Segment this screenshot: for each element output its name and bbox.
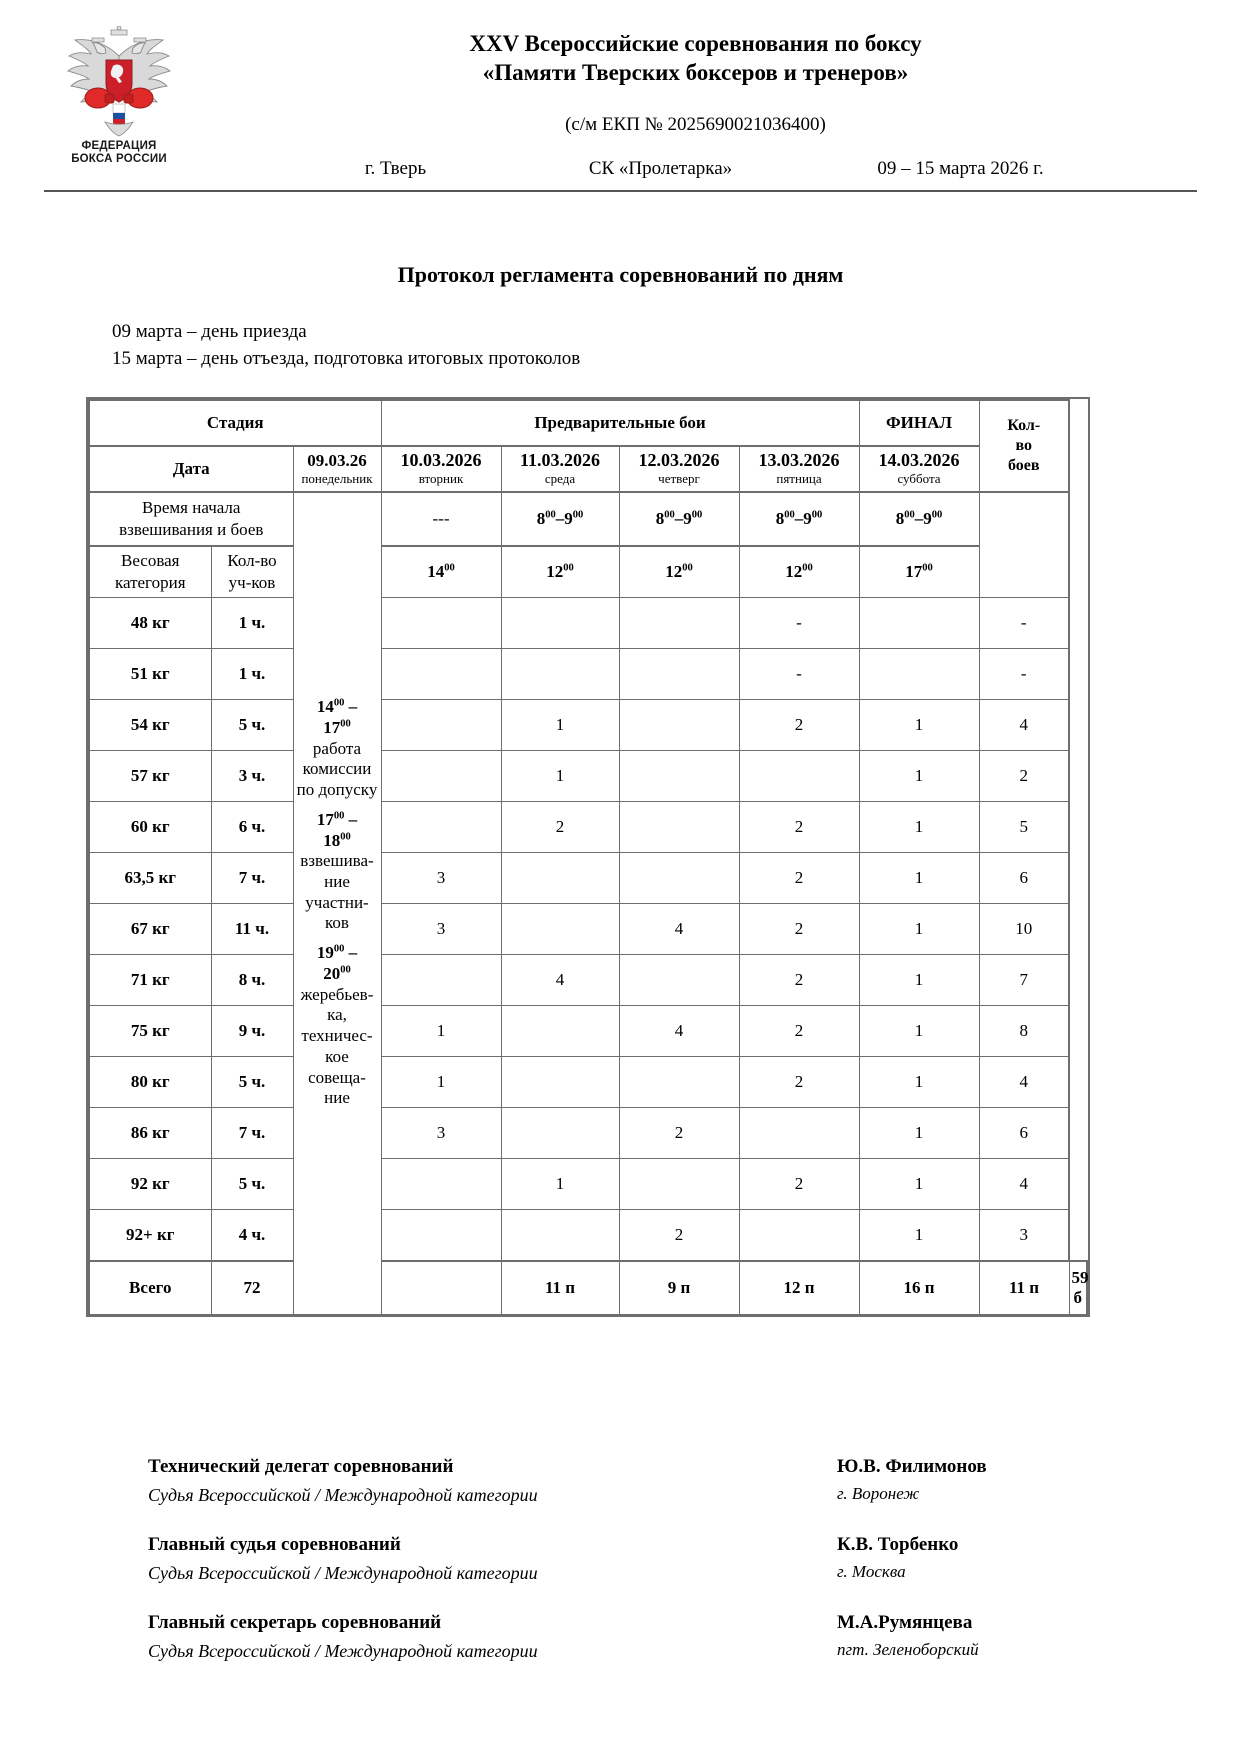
weight-category-header-line2: категория [114,572,186,592]
bouts-day-2-cell [501,1107,619,1158]
bouts-day-3-cell: 2 [619,1209,739,1261]
signature-city: пгт. Зеленоборский [837,1639,979,1659]
bouts-col-line2: во [1015,436,1033,454]
table-total-row [89,1261,1087,1315]
header-day-1-dow: вторник [418,471,464,487]
bouts-day-3-cell: 4 [619,903,739,954]
bouts-day-4-cell: 2 [739,699,859,750]
bouts-day-5-cell: 1 [859,699,979,750]
bouts-col-line3: боев [1008,456,1040,474]
bouts-col-line1: Кол- [1007,416,1041,434]
start-time-day-5: $17^{00}$ [859,546,979,598]
bouts-day-4-cell [739,1107,859,1158]
weight-category-cell: 80 кг [89,1056,211,1107]
regday-desc-2: взвешива- ние участни- ков [300,851,374,933]
participants-cell: 7 ч. [211,1107,293,1158]
competition-title-line2: «Памяти Тверских боксеров и тренеров» [482,59,909,85]
bouts-day-1-cell [381,954,501,1005]
participants-cell: 5 ч. [211,1056,293,1107]
table-row [89,903,1087,954]
bouts-day-5-cell: 1 [859,852,979,903]
total-bouts-cell: - [979,597,1069,648]
table-row [89,852,1087,903]
bouts-day-1-cell [381,1158,501,1209]
bouts-day-1-cell: 3 [381,1107,501,1158]
bouts-day-4-cell: - [739,648,859,699]
header-day-1-date: 10.03.2026 [400,450,482,471]
bouts-day-5-cell: 1 [859,801,979,852]
table-header-date-row [89,446,1087,492]
bouts-day-5-cell [859,597,979,648]
weighing-time-day-2: $8^{00}-9^{00}$ [501,492,619,546]
header-day-1 [381,446,501,492]
bouts-day-4-cell: 2 [739,801,859,852]
header-day-4-date: 13.03.2026 [758,450,840,471]
total-bouts-cell: 6 [979,852,1069,903]
header-day-5-date: 14.03.2026 [878,450,960,471]
signature-row [0,1533,1241,1585]
table-row [89,750,1087,801]
participants-cell: 1 ч. [211,648,293,699]
bouts-day-1-cell: 3 [381,903,501,954]
participants-cell: 1 ч. [211,597,293,648]
weight-category-cell: 67 кг [89,903,211,954]
bouts-day-5-cell: 1 [859,750,979,801]
schedule-table-wrapper [88,399,1088,1315]
bouts-day-2-cell: 4 [501,954,619,1005]
header-day-0-dow: понедельник [301,470,373,486]
ekp-number: (с/м ЕКП № 2025690021036400) [565,113,826,135]
signature-category: Судья Всероссийской / Международной категории [148,1484,538,1505]
bouts-col-spacer [979,492,1069,598]
double-headed-eagle-icon [61,26,177,138]
bouts-day-1-cell: 1 [381,1056,501,1107]
participants-cell: 5 ч. [211,1158,293,1209]
bouts-day-2-cell [501,1005,619,1056]
bouts-day-4-cell [739,1209,859,1261]
header-day-4 [739,446,859,492]
table-row [89,801,1087,852]
table-row [89,597,1087,648]
regday-time-3: $19^{00}$ – $20^{00}$ [316,943,358,983]
weight-category-header [89,546,211,598]
bouts-day-1-cell: 3 [381,852,501,903]
regday-time-2: $17^{00}$ – $18^{00}$ [316,809,358,850]
participants-cell: 6 ч. [211,801,293,852]
total-day-5: 11 п [979,1261,1069,1315]
start-time-day-2: $12^{00}$ [501,546,619,598]
signature-row [0,1455,1241,1507]
total-day-4: 16 п [859,1261,979,1315]
header-divider [44,190,1197,192]
weight-category-cell: 60 кг [89,801,211,852]
participants-header [211,546,293,598]
weighing-label-line2: взвешивания и боев [119,519,264,539]
weight-category-cell: 63,5 кг [89,852,211,903]
header-day-2-date: 11.03.2026 [519,450,600,471]
participants-cell: 11 ч. [211,903,293,954]
bouts-day-1-cell: 1 [381,1005,501,1056]
participants-cell: 5 ч. [211,699,293,750]
registration-day-cell [293,492,381,1315]
participants-cell: 3 ч. [211,750,293,801]
signature-city: г. Воронеж [837,1483,920,1503]
logo-caption [44,140,194,166]
bouts-day-4-cell: 2 [739,852,859,903]
total-bouts: 59 б [1069,1261,1087,1315]
bouts-day-2-cell: 1 [501,750,619,801]
participants-cell: 8 ч. [211,954,293,1005]
header-day-4-dow: пятница [776,471,822,487]
bouts-day-5-cell: 1 [859,1158,979,1209]
participants-header-line1: Кол-во [227,551,277,571]
schedule-table [88,399,1088,1315]
logo-caption-line2: БОКСА РОССИИ [71,153,167,166]
weighing-label [89,492,293,546]
bouts-day-2-cell [501,1056,619,1107]
signature-name: К.В. Торбенко [837,1533,959,1555]
start-time-day-1: $14^{00}$ [381,546,501,598]
bouts-day-5-cell [859,648,979,699]
bouts-day-3-cell [619,852,739,903]
header-bouts-count [979,400,1069,492]
signature-role: Технический делегат соревнований [148,1456,454,1477]
bouts-day-1-cell [381,648,501,699]
header-day-2-dow: среда [544,471,576,487]
weight-category-cell: 54 кг [89,699,211,750]
venue-city: г. Тверь [364,157,427,179]
header-day-5 [859,446,979,492]
weighing-time-day-3: $8^{00}-9^{00}$ [619,492,739,546]
venue-row [194,158,1197,184]
bouts-day-2-cell: 1 [501,1158,619,1209]
regday-time-1: $14^{00}$ – $17^{00}$ [316,697,358,737]
table-header-stage-row [89,400,1087,446]
weight-category-cell: 57 кг [89,750,211,801]
table-row [89,954,1087,1005]
total-day-2: 9 п [619,1261,739,1315]
regday-desc-3: жеребьев- ка, техничес- кое совеща- ние [300,984,374,1108]
weight-category-cell: 92 кг [89,1158,211,1209]
weight-category-cell: 48 кг [89,597,211,648]
bouts-day-2-cell [501,648,619,699]
weight-category-cell: 71 кг [89,954,211,1005]
weight-category-cell: 51 кг [89,648,211,699]
total-bouts-cell: 10 [979,903,1069,954]
competition-title-line1: XXV Всероссийские соревнования по боксу [469,31,922,56]
bouts-day-1-cell [381,750,501,801]
page-title: Протокол регламента соревнований по дням [397,261,844,287]
signature-name: М.А.Румянцева [837,1611,973,1633]
signature-section [0,1455,1241,1689]
weight-category-cell: 92+ кг [89,1209,211,1261]
signature-city: г. Москва [837,1561,906,1581]
venue-place: СК «Пролетарка» [588,157,733,179]
bouts-day-3-cell [619,1056,739,1107]
bouts-day-5-cell: 1 [859,1005,979,1056]
bouts-day-3-cell [619,954,739,1005]
bouts-day-3-cell [619,801,739,852]
header-stage: Стадия [89,400,381,446]
signature-role: Главный секретарь соревнований [148,1611,442,1633]
header-day-5-dow: суббота [897,471,941,487]
header-text [194,18,1197,184]
bouts-day-5-cell: 1 [859,954,979,1005]
participants-header-line2: уч-ков [228,572,276,592]
intro-line-arrival: 09 марта – день приезда [112,320,307,342]
start-time-day-3: $12^{00}$ [619,546,739,598]
bouts-day-1-cell [381,1209,501,1261]
venue-dates: 09 – 15 марта 2026 г. [877,157,1044,179]
total-bouts-cell: 4 [979,1158,1069,1209]
total-participants: 72 [211,1261,293,1315]
table-weighing-time-row [89,492,1087,546]
bouts-day-1-cell [381,699,501,750]
intro-line-departure: 15 марта – день отъезда, подготовка итоговых протоколов [112,348,581,370]
total-bouts-cell: 4 [979,699,1069,750]
competition-title [194,30,1197,88]
total-label: Всего [89,1261,211,1315]
bouts-day-3-cell: 4 [619,1005,739,1056]
header-day-2 [501,446,619,492]
bouts-day-3-cell [619,597,739,648]
logo-caption-line1: ФЕДЕРАЦИЯ [81,140,157,152]
bouts-day-5-cell: 1 [859,1056,979,1107]
total-bouts-cell: 5 [979,801,1069,852]
weight-category-header-line1: Весовая [120,551,180,571]
bouts-day-2-cell [501,903,619,954]
bouts-day-5-cell: 1 [859,1107,979,1158]
table-row [89,648,1087,699]
weighing-time-day-5: $8^{00}-9^{00}$ [859,492,979,546]
signature-name: Ю.В. Филимонов [837,1456,987,1477]
bouts-day-2-cell: 2 [501,801,619,852]
participants-cell: 7 ч. [211,852,293,903]
bouts-day-4-cell: 2 [739,1158,859,1209]
participants-cell: 4 ч. [211,1209,293,1261]
table-row [89,1158,1087,1209]
bouts-day-3-cell: 2 [619,1107,739,1158]
header-day-0-date: 09.03.26 [307,451,367,471]
table-row [89,1005,1087,1056]
total-bouts-cell: 4 [979,1056,1069,1107]
total-bouts-cell: - [979,648,1069,699]
bouts-day-4-cell: 2 [739,1056,859,1107]
total-day-3: 12 п [739,1261,859,1315]
header-day-3-date: 12.03.2026 [638,450,720,471]
bouts-day-2-cell [501,1209,619,1261]
regday-desc-1: работа комиссии по допуску [296,738,378,800]
weighing-label-line1: Время начала [142,498,241,518]
bouts-day-4-cell [739,750,859,801]
header-prelim-group: Предварительные бои [381,400,859,446]
document-header [0,0,1241,184]
total-bouts-cell: 7 [979,954,1069,1005]
start-time-day-4: $12^{00}$ [739,546,859,598]
total-day-1: 11 п [501,1261,619,1315]
bouts-day-1-cell [381,801,501,852]
bouts-day-2-cell [501,597,619,648]
bouts-day-3-cell [619,699,739,750]
table-row [89,1056,1087,1107]
bouts-day-1-cell [381,597,501,648]
weighing-time-day-1: --- [381,492,501,546]
header-day-3 [619,446,739,492]
bouts-day-3-cell [619,750,739,801]
intro-notes [112,318,1241,373]
signature-category: Судья Всероссийской / Международной категории [148,1562,538,1583]
bouts-day-2-cell [501,852,619,903]
header-day-3-dow: четверг [658,471,700,487]
weight-category-cell: 86 кг [89,1107,211,1158]
header-date-label: Дата [89,446,293,492]
bouts-day-4-cell: 2 [739,1005,859,1056]
weighing-time-day-4: $8^{00}-9^{00}$ [739,492,859,546]
bouts-day-5-cell: 1 [859,903,979,954]
table-row [89,1107,1087,1158]
header-day-0 [293,446,381,492]
signature-role: Главный судья соревнований [148,1533,401,1555]
total-bouts-cell: 3 [979,1209,1069,1261]
bouts-day-3-cell [619,1158,739,1209]
bouts-day-2-cell: 1 [501,699,619,750]
total-bouts-cell: 6 [979,1107,1069,1158]
bouts-day-3-cell [619,648,739,699]
federation-logo [44,18,194,166]
table-subheader-row [89,546,1087,598]
header-final-group: ФИНАЛ [859,400,979,446]
bouts-day-4-cell: 2 [739,954,859,1005]
total-bouts-cell: 8 [979,1005,1069,1056]
bouts-day-5-cell: 1 [859,1209,979,1261]
bouts-day-4-cell: 2 [739,903,859,954]
total-regday-empty [381,1261,501,1315]
table-row [89,699,1087,750]
participants-cell: 9 ч. [211,1005,293,1056]
table-row [89,1209,1087,1261]
signature-category: Судья Всероссийской / Международной категории [148,1640,538,1661]
weight-category-cell: 75 кг [89,1005,211,1056]
total-bouts-cell: 2 [979,750,1069,801]
signature-row [0,1611,1241,1663]
bouts-day-4-cell: - [739,597,859,648]
